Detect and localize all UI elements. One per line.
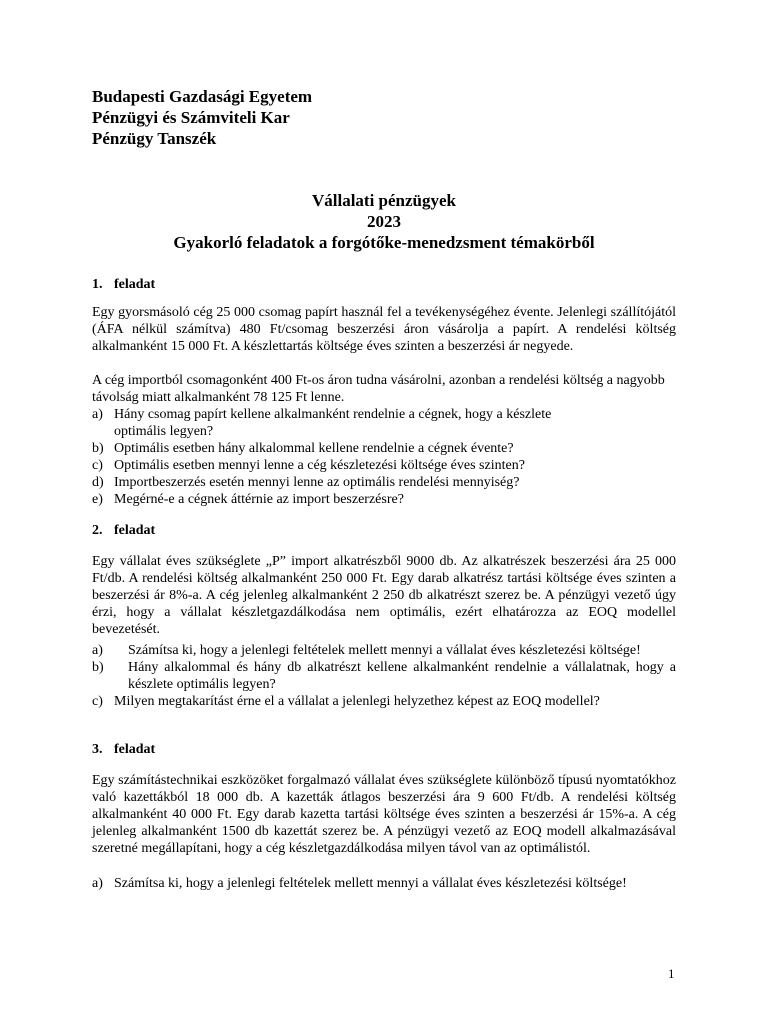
item-text-continued: optimális legyen?	[114, 424, 214, 439]
task2-title: feladat	[114, 523, 156, 538]
university-name: Budapesti Gazdasági Egyetem	[92, 87, 313, 106]
item-text: Számítsa ki, hogy a jelenlegi feltételek mellett mennyi a vállalat éves készletezési költsége!	[114, 876, 627, 891]
item-label: b)	[92, 660, 104, 675]
task1-questions	[92, 406, 676, 508]
item-text: Optimális esetben mennyi lenne a cég készletezési költsége éves szinten?	[114, 458, 525, 473]
department-name: Pénzügy Tanszék	[92, 129, 217, 148]
item-label: b)	[92, 441, 104, 456]
document-title-block	[0, 190, 768, 253]
list-item	[92, 642, 676, 659]
list-item	[92, 474, 676, 491]
task2-number: 2.	[92, 523, 103, 538]
list-item	[92, 440, 676, 457]
year-title: 2023	[367, 212, 401, 231]
task2-paragraph-1: Egy vállalat éves szükséglete „P” import alkatrészből 9000 db. Az alkatrészek beszerzési ára 25 000 Ft/db. A rendelési költség alkalmanként 250 000 Ft. Egy darab alkatrész tartási költsége éves szinten a beszerzési ár 8%-a. A cég jelenleg alkalmanként 2 250 db alkatrészt szerez be. A pénzügyi vezető úgy érzi, hogy a vállalat készletgazdálkodása nem optimális, ezért elhatározza az EOQ modellel bevezetését.	[92, 554, 676, 637]
task3-title: feladat	[114, 742, 156, 757]
item-label: c)	[92, 458, 103, 473]
item-text: Megérné-e a cégnek áttérnie az import beszerzésre?	[114, 492, 404, 507]
task1-title: feladat	[114, 277, 156, 292]
item-label: a)	[92, 876, 103, 891]
list-item	[92, 875, 676, 892]
item-text: Milyen megtakarítást érne el a vállalat a jelenlegi helyzethez képest az EOQ modellel?	[114, 694, 600, 709]
item-text: Optimális esetben hány alkalommal kellene rendelnie a cégnek évente?	[114, 441, 514, 456]
list-item	[92, 693, 676, 710]
item-text: Hány alkalommal és hány db alkatrészt kellene alkalmanként rendelnie a vállalatnak, hogy a készlete optimális legyen?	[128, 660, 676, 692]
faculty-name: Pénzügyi és Számviteli Kar	[92, 108, 290, 127]
subtitle: Gyakorló feladatok a forgótőke-menedzsment témakörből	[173, 233, 595, 252]
task3-paragraph-1: Egy számítástechnikai eszközöket forgalmazó vállalat éves szükséglete különböző típusú nyomtatókhoz való kazettákból 18 000 db. A kazetták átlagos beszerzési ára 9 600 Ft/db. A rendelési költség alkalmanként 40 000 Ft. Egy darab kazetta tartási költsége éves szinten a beszerzési ár 15%-a. A cég jelenleg alkalmanként 1500 db kazettát szerez be. A pénzügyi vezető az EOQ modell alkalmazásával szeretné megállapítani, hogy a cég készletgazdálkodása milyen távol van az optimálistól.	[92, 773, 676, 856]
list-item	[92, 457, 676, 474]
item-label: e)	[92, 492, 103, 507]
task1-paragraph-2: A cég importból csomagonként 400 Ft-os áron tudna vásárolni, azonban a rendelési költség a nagyobb távolság miatt alkalmanként 78 125 Ft lenne.	[92, 373, 665, 405]
list-item	[92, 659, 676, 693]
item-label: a)	[92, 643, 103, 658]
course-title: Vállalati pénzügyek	[311, 191, 457, 210]
task3-number: 3.	[92, 742, 103, 757]
task1-heading	[92, 277, 155, 293]
task2-questions	[92, 642, 676, 710]
task1-paragraph-1: Egy gyorsmásoló cég 25 000 csomag papírt használ fel a tevékenységéhez évente. Jelenlegi szállítójától (ÁFA nélkül számítva) 480 Ft/csomag beszerzési áron vásárolja a papírt. A rendelési költség alkalmanként 15 000 Ft. A készlettartás költsége éves szinten a beszerzési ár negyede.	[92, 305, 676, 354]
list-item	[92, 406, 676, 440]
task1-number: 1.	[92, 277, 103, 292]
item-text: Importbeszerzés esetén mennyi lenne az optimális rendelési mennyiség?	[114, 475, 520, 490]
item-label: a)	[92, 407, 103, 422]
item-text: Számítsa ki, hogy a jelenlegi feltételek mellett mennyi a vállalat éves készletezési költsége!	[128, 643, 641, 658]
task3-questions	[92, 875, 676, 892]
item-label: c)	[92, 694, 103, 709]
item-label: d)	[92, 475, 104, 490]
page-number: 1	[668, 966, 675, 981]
institution-header	[92, 86, 312, 149]
item-text: Hány csomag papírt kellene alkalmanként rendelnie a cégnek, hogy a készlete	[114, 407, 552, 422]
list-item	[92, 491, 676, 508]
task3-heading	[92, 742, 155, 758]
task2-heading	[92, 523, 155, 539]
